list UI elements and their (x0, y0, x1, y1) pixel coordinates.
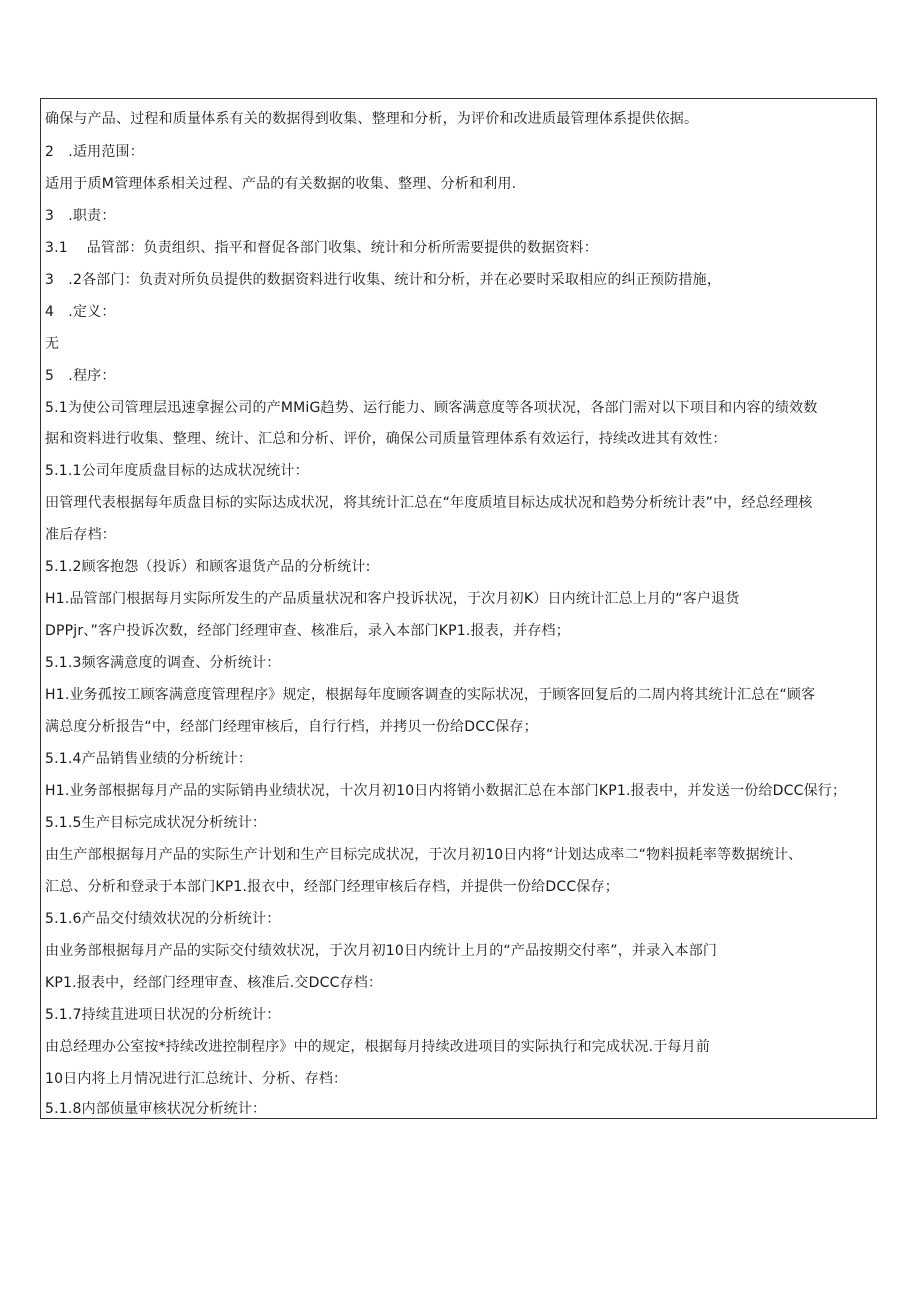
text-line: 5.1.2顾客抱怨（投诉）和顾客退货产品的分析统计: (45, 559, 371, 575)
text-line: 4 .定义： (45, 304, 116, 320)
document-table-cell (40, 98, 877, 1119)
text-line: 5.1.8内部侦量审核状况分析统计： (45, 1101, 267, 1117)
text-line: H1.品管部门根据每月实际所发生的产品质量状况和客户投诉状况，于次月初K）日内统计汇总上月的“客户退货 (45, 591, 740, 607)
text-line: 5.1.3频客满意度的调查、分析统计： (45, 655, 281, 671)
text-line: 5.1.4产品销售业绩的分析统计： (45, 751, 253, 767)
text-line: 5.1.5生产目标完成状况分析统计： (45, 815, 267, 831)
text-line: 3 .2各部门：负责对所负员提供的数据资料进行收集、统计和分析，并在必要时采取相应的纠正预防措施， (45, 272, 722, 288)
text-line: 5.1.1公司年度质盘目标的达成状况统计： (45, 463, 309, 479)
text-line: 由总经理办公室按*持续改进控制程序》中的规定，根据每月持续改进项目的实际执行和完成状况.于每月前 (45, 1039, 711, 1055)
text-line: 5.1.7持续苴进项日状况的分析统计： (45, 1007, 281, 1023)
text-line: 3 .职责： (45, 208, 116, 224)
text-line: 无 (45, 336, 60, 352)
text-line: KP1.报表中，经部门经理审查、核准后.交DCC存档： (45, 975, 383, 991)
text-line: 10日内将上月情况进行汇总统计、分析、存档： (45, 1071, 348, 1087)
text-line: 汇总、分析和登录于本部门KP1.报衣中，经部门经理审核后存档，并提供一份给DCC保存； (45, 879, 619, 895)
text-line: 准后存档： (45, 527, 116, 543)
text-line: H1.业务孤按工顾客满意度管理程序》规定，根据每年度顾客调查的实际状况，于顾客回复后的二周内将其统计汇总在“顾客 (45, 687, 816, 703)
text-line: 2 .适用范围： (45, 144, 144, 160)
text-line: 由业务部根据每月产品的实际交付绩效状况，于次月初10日内统计上月的“产品按期交付率”，并录入本部门 (45, 943, 718, 959)
text-line: H1.业务部根据每月产品的实际销冉业绩状况，十次月初10日内将销小数据汇总在本部门KP1.报表中，并发送一份给DCC保行； (45, 783, 847, 799)
text-line: 适用于质M管理体系相关过程、产品的有关数据的收集、整理、分析和利用. (45, 176, 517, 192)
text-line: 5.1.6产品交付绩效状况的分析统计： (45, 911, 281, 927)
text-line: 据和资料进行收集、整理、统计、汇总和分析、评价，确保公司质量管理体系有效运行，持续改进其有效性： (45, 431, 727, 447)
text-line: 满总度分析报告“中，经部门经理审核后，自行行档，并拷贝一份给DCC保存； (45, 719, 538, 735)
text-line: 3.1 品管部：负责组织、指平和督促各部门收集、统计和分析所需要提供的数据资料： (45, 240, 598, 256)
text-line: 由生产部根据每月产品的实际生产计划和生产目标完成状况，于次月初10日内将“计划达成率二“物料损耗率等数据统计、 (45, 847, 803, 863)
text-line: 5.1为使公司管理层迅速拿握公司的产MMiG趋势、运行能力、顾客满意度等各项状况，各部门需对以下项目和内容的绩效数 (45, 400, 818, 416)
text-line: 5 .程序： (45, 368, 116, 384)
text-line: DPPjr、”客户投诉次数，经部门经理审查、核准后，录入本部门KP1.报表，并存档； (45, 623, 570, 639)
text-line: 田管理代表根据每年质盘目标的实际达成状况，将其统计汇总在“年度质埴目标达成状况和趋势分析统计表”中，经总经理核 (45, 495, 813, 511)
text-line: 确保与产品、过程和质量体系有关的数据得到收集、整理和分析，为评价和改进质最管理体系提供依据。 (45, 111, 699, 127)
